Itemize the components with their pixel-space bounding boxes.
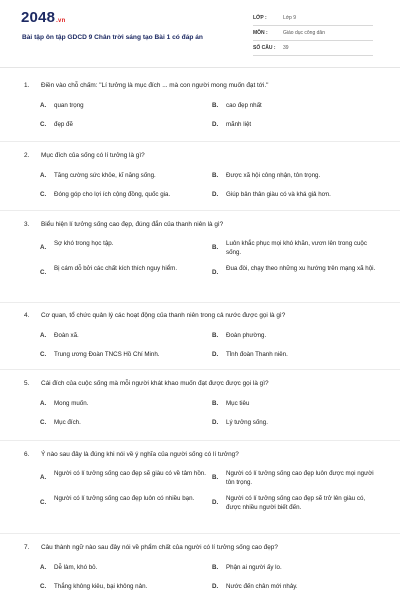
answer-option-c[interactable] bbox=[40, 120, 210, 140]
answer-option-d[interactable] bbox=[212, 120, 382, 140]
option-letter: C. bbox=[40, 191, 47, 198]
answer-option-b[interactable] bbox=[212, 239, 382, 259]
question-text bbox=[24, 380, 269, 387]
question-prompt: Câu thành ngữ nào sau đây nói về phẩm chất của người có lí tưởng sống cao đẹp? bbox=[41, 544, 278, 551]
answer-option-a[interactable] bbox=[40, 563, 210, 583]
option-letter: C. bbox=[40, 499, 47, 506]
option-text: Đoàn phường. bbox=[226, 332, 267, 339]
meta-value: Giáo dục công dân bbox=[283, 30, 325, 36]
option-text: Dễ làm, khó bỏ. bbox=[54, 564, 98, 571]
option-text: Tăng cường sức khỏe, kĩ năng sống. bbox=[54, 172, 156, 179]
option-text: Người có lí tưởng sống cao đẹp luôn có nhiều bạn. bbox=[54, 495, 195, 502]
question-prompt: Cơ quan, tổ chức quản lý các hoạt động của thanh niên trong cả nước được gọi là gì? bbox=[41, 312, 286, 319]
option-letter: C. bbox=[40, 583, 47, 590]
question-divider bbox=[0, 533, 400, 534]
answer-option-c[interactable] bbox=[40, 494, 210, 514]
meta-value: Lớp 9 bbox=[283, 15, 297, 21]
meta-value: 39 bbox=[283, 45, 289, 51]
option-text: Bị cám dỗ bởi các chất kích thích nguy hiểm. bbox=[54, 265, 178, 272]
meta-label: MÔN : bbox=[253, 30, 268, 36]
question-number: 2. bbox=[24, 152, 30, 159]
answer-option-d[interactable] bbox=[212, 264, 382, 284]
answer-option-d[interactable] bbox=[212, 350, 382, 370]
question-text bbox=[24, 312, 285, 319]
answer-option-b[interactable] bbox=[212, 331, 382, 351]
answer-option-a[interactable] bbox=[40, 331, 210, 351]
option-text: Mục đích. bbox=[54, 419, 81, 426]
option-text: Phận ai người ấy lo. bbox=[226, 564, 282, 571]
option-text: Người có lí tưởng sống cao đẹp sẽ trở lên giàu có, được nhiều người biết đến. bbox=[226, 495, 366, 511]
option-text: Được xã hội công nhận, tôn trọng. bbox=[226, 172, 321, 179]
logo-suffix: .vn bbox=[56, 18, 66, 24]
question-divider bbox=[0, 210, 400, 211]
option-text: Người có lí tưởng sống cao đẹp sẽ giàu có về tâm hồn. bbox=[54, 470, 206, 477]
question-prompt: Điền vào chỗ chấm: "Lí tưởng là mục đích ... mà con người mong muốn đạt tới." bbox=[41, 82, 269, 89]
option-text: Thắng không kiêu, bại không nản. bbox=[54, 583, 148, 590]
option-text: Đua đòi, chạy theo những xu hướng trên mạng xã hội. bbox=[226, 265, 376, 272]
answer-option-d[interactable] bbox=[212, 190, 382, 210]
option-letter: D. bbox=[212, 191, 219, 198]
answer-option-b[interactable] bbox=[212, 563, 382, 583]
option-text: Luôn khắc phục mọi khó khăn, vươn lên trong cuộc sống. bbox=[226, 240, 367, 256]
question-divider bbox=[0, 141, 400, 142]
option-letter: D. bbox=[212, 269, 219, 276]
option-letter: A. bbox=[40, 564, 47, 571]
question-text bbox=[24, 152, 145, 159]
option-text: Tỉnh đoàn Thanh niên. bbox=[226, 351, 288, 358]
option-letter: A. bbox=[40, 474, 47, 481]
question-number: 1. bbox=[24, 82, 30, 89]
answer-option-d[interactable] bbox=[212, 582, 382, 602]
document-title: Bài tập ôn tập GDCD 9 Chân trời sáng tạo Bài 1 có đáp án bbox=[22, 34, 203, 41]
option-letter: A. bbox=[40, 400, 47, 407]
answer-option-a[interactable] bbox=[40, 171, 210, 191]
meta-label: LỚP : bbox=[253, 15, 267, 21]
option-letter: C. bbox=[40, 351, 47, 358]
meta-row-class bbox=[253, 11, 373, 26]
option-letter: D. bbox=[212, 121, 219, 128]
option-text: quan trọng bbox=[54, 102, 84, 109]
question-divider bbox=[0, 440, 400, 441]
answer-option-b[interactable] bbox=[212, 171, 382, 191]
answer-option-c[interactable] bbox=[40, 264, 210, 284]
question-prompt: Biểu hiện lí tưởng sống cao đẹp, đúng đắn của thanh niên là gì? bbox=[41, 221, 224, 228]
option-text: Trung ương Đoàn TNCS Hồ Chí Minh. bbox=[54, 351, 160, 358]
question-prompt: Mục đích của sống có lí tưởng là gì? bbox=[41, 152, 145, 159]
option-text: Mong muốn. bbox=[54, 400, 89, 407]
answer-option-d[interactable] bbox=[212, 494, 382, 514]
answer-option-a[interactable] bbox=[40, 399, 210, 419]
answer-option-c[interactable] bbox=[40, 418, 210, 438]
meta-row-count bbox=[253, 41, 373, 56]
answer-option-c[interactable] bbox=[40, 350, 210, 370]
site-logo[interactable] bbox=[21, 9, 65, 26]
option-text: đẹp đẽ bbox=[54, 121, 73, 128]
answer-option-a[interactable] bbox=[40, 101, 210, 121]
answer-option-d[interactable] bbox=[212, 418, 382, 438]
header bbox=[0, 0, 400, 68]
answer-option-a[interactable] bbox=[40, 239, 210, 259]
meta-label: SỐ CÂU : bbox=[253, 45, 276, 51]
option-letter: B. bbox=[212, 102, 219, 109]
question-prompt: Ý nào sau đây là đúng khi nói về ý nghĩa của người sống có lí tưởng? bbox=[41, 451, 239, 458]
answer-option-b[interactable] bbox=[212, 101, 382, 121]
option-text: Đoàn xã. bbox=[54, 332, 79, 339]
option-text: Sợ khó trong học tập. bbox=[54, 240, 114, 247]
option-text: cao đẹp nhất bbox=[226, 102, 262, 109]
option-text: Giúp bản thân giàu có và khá giả hơn. bbox=[226, 191, 331, 198]
answer-option-b[interactable] bbox=[212, 469, 382, 489]
option-letter: C. bbox=[40, 419, 47, 426]
option-letter: D. bbox=[212, 583, 219, 590]
option-text: Mục tiêu bbox=[226, 400, 250, 407]
question-text bbox=[24, 221, 223, 228]
logo-text: 2048 bbox=[21, 9, 56, 26]
option-text: Lý tưởng sống. bbox=[226, 419, 268, 426]
option-letter: B. bbox=[212, 172, 219, 179]
answer-option-c[interactable] bbox=[40, 190, 210, 210]
option-text: Nước đến chân mới nhảy. bbox=[226, 583, 298, 590]
option-letter: C. bbox=[40, 269, 47, 276]
option-text: Người có lí tưởng sống cao đẹp luôn được mọi người tôn trọng. bbox=[226, 470, 374, 486]
question-number: 3. bbox=[24, 221, 30, 228]
question-number: 6. bbox=[24, 451, 30, 458]
option-letter: B. bbox=[212, 474, 219, 481]
option-letter: D. bbox=[212, 351, 219, 358]
answer-option-a[interactable] bbox=[40, 469, 210, 489]
question-prompt: Cái đích của cuộc sống mà mỗi người khát khao muốn đạt được được gọi là gì? bbox=[41, 380, 269, 387]
option-letter: A. bbox=[40, 172, 47, 179]
option-letter: B. bbox=[212, 332, 219, 339]
option-letter: A. bbox=[40, 332, 47, 339]
answer-option-c[interactable] bbox=[40, 582, 210, 602]
option-text: Đóng góp cho lợi ích cộng đồng, quốc gia. bbox=[54, 191, 171, 198]
question-number: 5. bbox=[24, 380, 30, 387]
question-number: 4. bbox=[24, 312, 30, 319]
option-letter: D. bbox=[212, 419, 219, 426]
question-divider bbox=[0, 302, 400, 303]
answer-option-b[interactable] bbox=[212, 399, 382, 419]
meta-row-subject bbox=[253, 26, 373, 41]
header-divider bbox=[0, 67, 400, 68]
option-letter: B. bbox=[212, 564, 219, 571]
question-text bbox=[24, 82, 268, 89]
option-letter: C. bbox=[40, 121, 47, 128]
question-text bbox=[24, 451, 239, 458]
option-letter: A. bbox=[40, 102, 47, 109]
question-text bbox=[24, 544, 278, 551]
option-text: mãnh liệt bbox=[226, 121, 252, 128]
meta-table bbox=[253, 11, 373, 56]
question-divider bbox=[0, 369, 400, 370]
option-letter: B. bbox=[212, 400, 219, 407]
option-letter: B. bbox=[212, 244, 219, 251]
option-letter: D. bbox=[212, 499, 219, 506]
question-number: 7. bbox=[24, 544, 30, 551]
option-letter: A. bbox=[40, 244, 47, 251]
